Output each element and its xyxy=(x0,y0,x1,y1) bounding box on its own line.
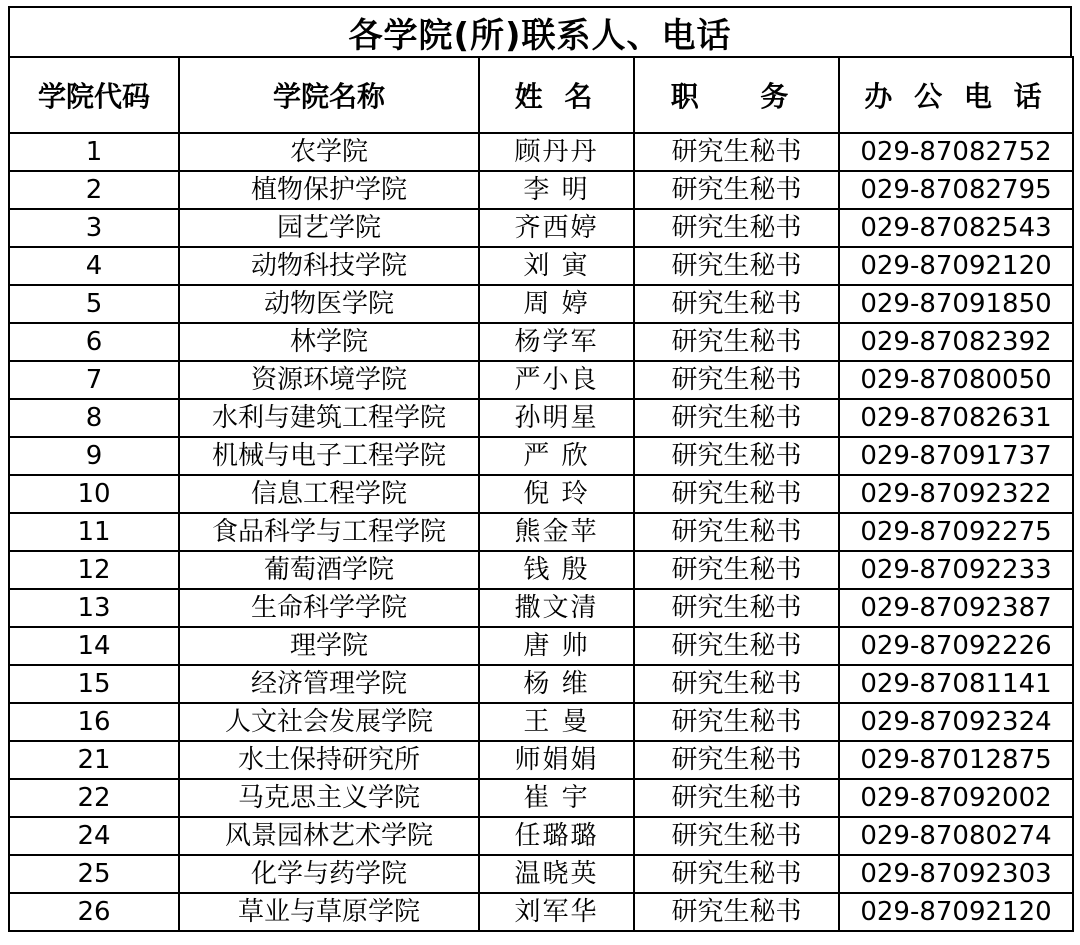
college-code-cell: 1 xyxy=(9,133,179,171)
office-phone-cell: 029-87092120 xyxy=(839,247,1073,285)
college-code-cell: 11 xyxy=(9,513,179,551)
college-code-cell: 9 xyxy=(9,437,179,475)
college-code-cell: 6 xyxy=(9,323,179,361)
college-name-cell: 风景园林艺术学院 xyxy=(179,817,479,855)
position-cell: 研究生秘书 xyxy=(634,703,839,741)
college-name-cell: 水土保持研究所 xyxy=(179,741,479,779)
header-row xyxy=(9,57,1073,133)
office-phone-cell: 029-87080274 xyxy=(839,817,1073,855)
college-code-cell: 15 xyxy=(9,665,179,703)
office-phone-cell: 029-87080050 xyxy=(839,361,1073,399)
contact-name-cell: 刘军华 xyxy=(479,893,634,931)
contact-name-cell: 顾丹丹 xyxy=(479,133,634,171)
position-cell: 研究生秘书 xyxy=(634,589,839,627)
position-cell: 研究生秘书 xyxy=(634,133,839,171)
college-name-cell: 马克思主义学院 xyxy=(179,779,479,817)
college-name-cell: 经济管理学院 xyxy=(179,665,479,703)
college-name-cell: 动物医学院 xyxy=(179,285,479,323)
contact-name-cell: 李 明 xyxy=(479,171,634,209)
college-code-cell: 2 xyxy=(9,171,179,209)
college-name-cell: 草业与草原学院 xyxy=(179,893,479,931)
college-code-cell: 7 xyxy=(9,361,179,399)
college-name-cell: 动物科技学院 xyxy=(179,247,479,285)
contact-sheet xyxy=(8,6,1072,937)
position-cell: 研究生秘书 xyxy=(634,855,839,893)
table-row xyxy=(9,399,1073,437)
college-code-cell: 16 xyxy=(9,703,179,741)
header-college-name: 学院名称 xyxy=(179,57,479,133)
contact-name-cell: 周 婷 xyxy=(479,285,634,323)
office-phone-cell: 029-87092002 xyxy=(839,779,1073,817)
college-name-cell: 人文社会发展学院 xyxy=(179,703,479,741)
position-cell: 研究生秘书 xyxy=(634,627,839,665)
college-name-cell: 葡萄酒学院 xyxy=(179,551,479,589)
table-row xyxy=(9,779,1073,817)
college-code-cell: 21 xyxy=(9,741,179,779)
office-phone-cell: 029-87092322 xyxy=(839,475,1073,513)
contact-name-cell: 温晓英 xyxy=(479,855,634,893)
table-header xyxy=(9,57,1073,133)
table-body xyxy=(9,133,1073,931)
office-phone-cell: 029-87082543 xyxy=(839,209,1073,247)
college-code-cell: 22 xyxy=(9,779,179,817)
position-cell: 研究生秘书 xyxy=(634,171,839,209)
header-office-phone: 办 公 电 话 xyxy=(839,57,1073,133)
position-cell: 研究生秘书 xyxy=(634,323,839,361)
college-code-cell: 5 xyxy=(9,285,179,323)
contact-name-cell: 孙明星 xyxy=(479,399,634,437)
table-row xyxy=(9,741,1073,779)
contact-name-cell: 钱 殷 xyxy=(479,551,634,589)
college-name-cell: 水利与建筑工程学院 xyxy=(179,399,479,437)
table-row xyxy=(9,513,1073,551)
college-name-cell: 机械与电子工程学院 xyxy=(179,437,479,475)
position-cell: 研究生秘书 xyxy=(634,361,839,399)
position-cell: 研究生秘书 xyxy=(634,285,839,323)
contact-name-cell: 刘 寅 xyxy=(479,247,634,285)
position-cell: 研究生秘书 xyxy=(634,665,839,703)
table-row xyxy=(9,817,1073,855)
contacts-table xyxy=(8,56,1074,932)
office-phone-cell: 029-87092226 xyxy=(839,627,1073,665)
contact-name-cell: 倪 玲 xyxy=(479,475,634,513)
office-phone-cell: 029-87092387 xyxy=(839,589,1073,627)
table-row xyxy=(9,247,1073,285)
college-code-cell: 14 xyxy=(9,627,179,665)
contact-name-cell: 杨 维 xyxy=(479,665,634,703)
table-row xyxy=(9,589,1073,627)
table-row xyxy=(9,209,1073,247)
college-code-cell: 8 xyxy=(9,399,179,437)
office-phone-cell: 029-87082795 xyxy=(839,171,1073,209)
table-row xyxy=(9,551,1073,589)
position-cell: 研究生秘书 xyxy=(634,437,839,475)
position-cell: 研究生秘书 xyxy=(634,247,839,285)
table-row xyxy=(9,323,1073,361)
office-phone-cell: 029-87081141 xyxy=(839,665,1073,703)
office-phone-cell: 029-87092303 xyxy=(839,855,1073,893)
table-row xyxy=(9,437,1073,475)
position-cell: 研究生秘书 xyxy=(634,779,839,817)
office-phone-cell: 029-87082631 xyxy=(839,399,1073,437)
college-code-cell: 24 xyxy=(9,817,179,855)
contact-name-cell: 王 曼 xyxy=(479,703,634,741)
header-position: 职 务 xyxy=(634,57,839,133)
college-code-cell: 10 xyxy=(9,475,179,513)
position-cell: 研究生秘书 xyxy=(634,551,839,589)
college-name-cell: 生命科学学院 xyxy=(179,589,479,627)
contact-name-cell: 杨学军 xyxy=(479,323,634,361)
college-name-cell: 信息工程学院 xyxy=(179,475,479,513)
page-title: 各学院(所)联系人、电话 xyxy=(8,6,1072,56)
header-contact-name: 姓 名 xyxy=(479,57,634,133)
header-college-code: 学院代码 xyxy=(9,57,179,133)
college-code-cell: 13 xyxy=(9,589,179,627)
table-row xyxy=(9,627,1073,665)
contact-name-cell: 齐西婷 xyxy=(479,209,634,247)
office-phone-cell: 029-87091737 xyxy=(839,437,1073,475)
contact-name-cell: 唐 帅 xyxy=(479,627,634,665)
position-cell: 研究生秘书 xyxy=(634,513,839,551)
college-name-cell: 植物保护学院 xyxy=(179,171,479,209)
office-phone-cell: 029-87092275 xyxy=(839,513,1073,551)
contact-name-cell: 严小良 xyxy=(479,361,634,399)
contact-name-cell: 严 欣 xyxy=(479,437,634,475)
college-code-cell: 12 xyxy=(9,551,179,589)
college-name-cell: 资源环境学院 xyxy=(179,361,479,399)
college-name-cell: 化学与药学院 xyxy=(179,855,479,893)
office-phone-cell: 029-87012875 xyxy=(839,741,1073,779)
college-code-cell: 26 xyxy=(9,893,179,931)
college-name-cell: 食品科学与工程学院 xyxy=(179,513,479,551)
position-cell: 研究生秘书 xyxy=(634,893,839,931)
table-row xyxy=(9,171,1073,209)
table-row xyxy=(9,361,1073,399)
office-phone-cell: 029-87092233 xyxy=(839,551,1073,589)
contact-name-cell: 师娟娟 xyxy=(479,741,634,779)
office-phone-cell: 029-87091850 xyxy=(839,285,1073,323)
table-row xyxy=(9,703,1073,741)
college-name-cell: 农学院 xyxy=(179,133,479,171)
position-cell: 研究生秘书 xyxy=(634,741,839,779)
table-row xyxy=(9,855,1073,893)
table-row xyxy=(9,893,1073,931)
office-phone-cell: 029-87082752 xyxy=(839,133,1073,171)
college-code-cell: 3 xyxy=(9,209,179,247)
table-row xyxy=(9,475,1073,513)
college-name-cell: 理学院 xyxy=(179,627,479,665)
position-cell: 研究生秘书 xyxy=(634,209,839,247)
table-row xyxy=(9,665,1073,703)
college-code-cell: 4 xyxy=(9,247,179,285)
table-row xyxy=(9,285,1073,323)
position-cell: 研究生秘书 xyxy=(634,399,839,437)
college-name-cell: 园艺学院 xyxy=(179,209,479,247)
contact-name-cell: 撒文清 xyxy=(479,589,634,627)
office-phone-cell: 029-87082392 xyxy=(839,323,1073,361)
contact-name-cell: 熊金苹 xyxy=(479,513,634,551)
contact-name-cell: 崔 宇 xyxy=(479,779,634,817)
office-phone-cell: 029-87092120 xyxy=(839,893,1073,931)
office-phone-cell: 029-87092324 xyxy=(839,703,1073,741)
position-cell: 研究生秘书 xyxy=(634,817,839,855)
college-code-cell: 25 xyxy=(9,855,179,893)
position-cell: 研究生秘书 xyxy=(634,475,839,513)
college-name-cell: 林学院 xyxy=(179,323,479,361)
table-row xyxy=(9,133,1073,171)
contact-name-cell: 任璐璐 xyxy=(479,817,634,855)
